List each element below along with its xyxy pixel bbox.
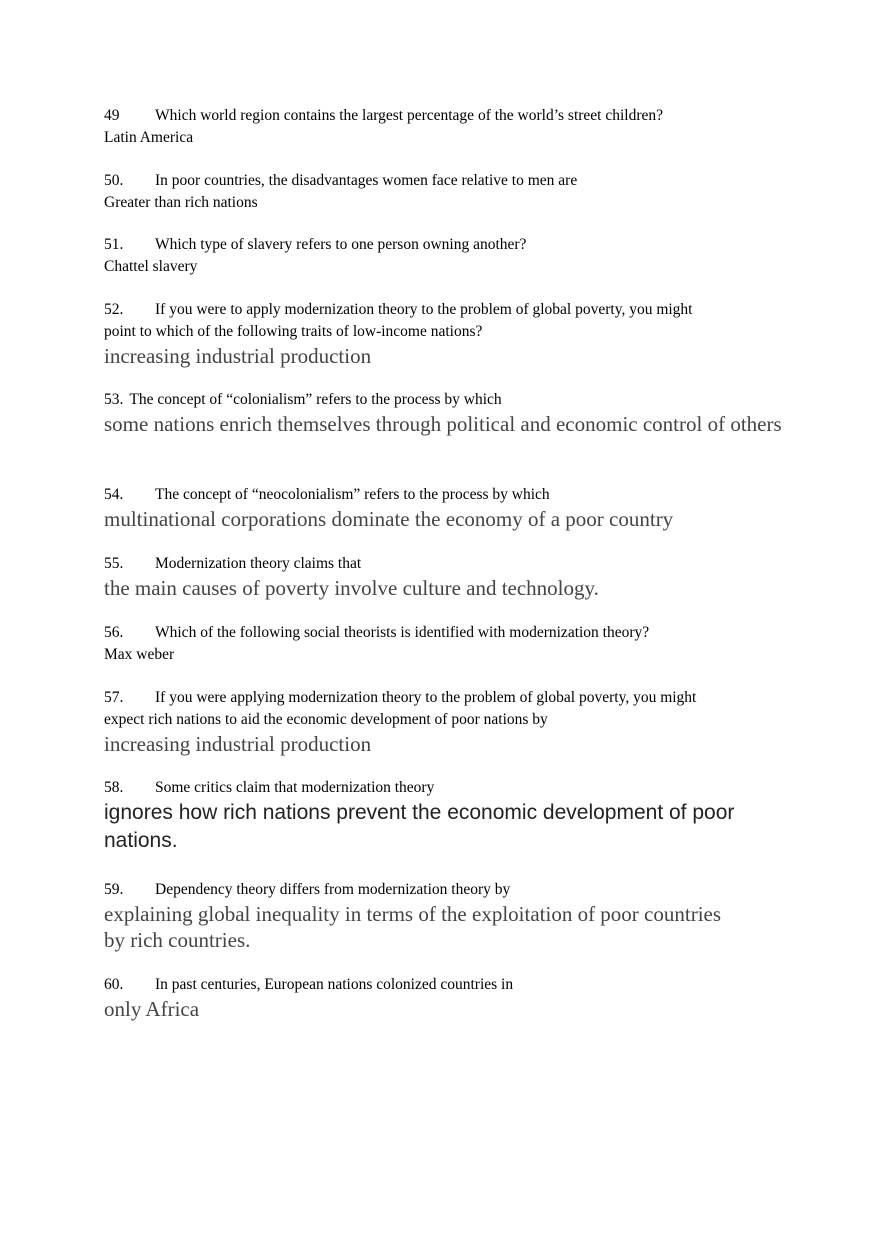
question-50 bbox=[104, 170, 784, 214]
answer-text: the main causes of poverty involve culture and technology. bbox=[104, 576, 599, 600]
answer-text: Greater than rich nations bbox=[104, 194, 258, 211]
question-text-continuation: point to which of the following traits of low-income nations? bbox=[104, 323, 483, 340]
question-text-continuation: expect rich nations to aid the economic development of poor nations by bbox=[104, 711, 548, 728]
answer-text: Chattel slavery bbox=[104, 258, 198, 275]
question-52 bbox=[104, 299, 784, 369]
answer-text: Latin America bbox=[104, 129, 194, 146]
question-number: 60. bbox=[104, 976, 124, 993]
answer-text: increasing industrial production bbox=[104, 732, 372, 756]
question-text: 57. If you were applying modernization theory to the problem of global poverty, you might bbox=[104, 687, 784, 709]
question-number: 50. bbox=[104, 172, 124, 189]
question-text: 52. If you were to apply modernization theory to the problem of global poverty, you might bbox=[104, 299, 784, 321]
question-number: 56. bbox=[104, 624, 124, 641]
question-number: 55. bbox=[104, 555, 124, 572]
answer-text: multinational corporations dominate the economy of a poor country bbox=[104, 507, 674, 531]
question-56 bbox=[104, 622, 784, 666]
question-text: 51. Which type of slavery refers to one person owning another? bbox=[104, 234, 784, 256]
question-number: 52. bbox=[104, 301, 124, 318]
question-text: 60. In past centuries, European nations colonized countries in bbox=[104, 974, 784, 996]
answer-text: increasing industrial production bbox=[104, 344, 372, 368]
question-text: 56. Which of the following social theorists is identified with modernization theory? bbox=[104, 622, 784, 644]
question-number: 57. bbox=[104, 689, 124, 706]
answer-text: Max weber bbox=[104, 646, 175, 663]
question-number: 49 bbox=[104, 107, 120, 124]
question-number: 59. bbox=[104, 881, 124, 898]
answer-text: some nations enrich themselves through political and economic control of others bbox=[104, 412, 782, 436]
question-57 bbox=[104, 687, 784, 757]
question-59 bbox=[104, 879, 784, 953]
question-number: 53. bbox=[104, 391, 124, 408]
question-number: 51. bbox=[104, 236, 124, 253]
question-text: 55. Modernization theory claims that bbox=[104, 553, 784, 575]
question-51 bbox=[104, 234, 784, 278]
question-60 bbox=[104, 974, 784, 1022]
question-54 bbox=[104, 484, 784, 532]
question-55 bbox=[104, 553, 784, 601]
answer-text: explaining global inequality in terms of the exploitation of poor countries by rich countries. bbox=[104, 902, 722, 952]
question-number: 58. bbox=[104, 779, 124, 796]
question-49 bbox=[104, 105, 784, 149]
question-53 bbox=[104, 389, 784, 437]
answer-text: ignores how rich nations prevent the economic development of poor nations. bbox=[104, 801, 735, 852]
question-text: 58. Some critics claim that modernization theory bbox=[104, 777, 784, 799]
question-text: 59. Dependency theory differs from modernization theory by bbox=[104, 879, 784, 901]
question-text: 50. In poor countries, the disadvantages women face relative to men are bbox=[104, 170, 784, 192]
question-number: 54. bbox=[104, 486, 124, 503]
answer-text: only Africa bbox=[104, 997, 200, 1021]
question-text: 53. The concept of “colonialism” refers to the process by which bbox=[104, 389, 784, 411]
question-text: 54. The concept of “neocolonialism” refers to the process by which bbox=[104, 484, 784, 506]
question-text: 49 Which world region contains the largest percentage of the world’s street children? bbox=[104, 105, 784, 127]
question-58 bbox=[104, 777, 784, 855]
